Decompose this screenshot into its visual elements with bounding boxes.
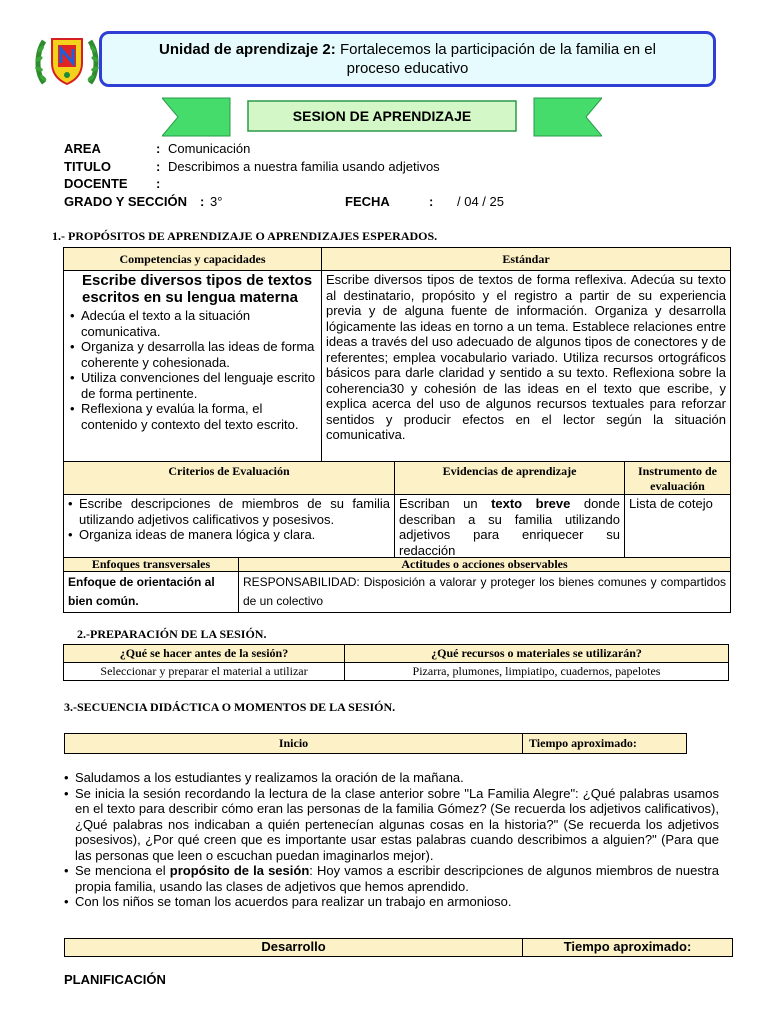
section1-title: 1.- PROPÓSITOS DE APRENDIZAJE O APRENDIZAJES ESPERADOS. xyxy=(52,229,438,243)
recursos-header: ¿Qué recursos o materiales se utilizarán? xyxy=(345,645,729,663)
capacidad-item: • Organiza y desarrolla las ideas de forma coherente y cohesionada. xyxy=(68,339,317,370)
grado-value: 3° xyxy=(210,194,223,209)
evidencia-bold: texto breve xyxy=(491,496,571,511)
estandar-header: Estándar xyxy=(322,248,731,271)
unit-label: Unidad de aprendizaje 2: xyxy=(159,41,336,58)
desarrollo-bar xyxy=(64,938,733,957)
section3-title: 3.-SECUENCIA DIDÁCTICA O MOMENTOS DE LA SESIÓN. xyxy=(64,700,396,714)
instrumento-cell: Lista de cotejo xyxy=(625,495,731,561)
competencias-cell xyxy=(64,271,322,462)
desarrollo-label: Desarrollo xyxy=(65,939,523,957)
desarrollo-time-label: Tiempo aproximado: xyxy=(523,939,733,957)
fecha-colon: : xyxy=(429,194,434,209)
area-colon: : xyxy=(156,141,161,156)
unit-header xyxy=(99,31,716,87)
fecha-value: / 04 / 25 xyxy=(457,194,504,209)
capacidad-item: • Adecúa el texto a la situación comunicativa. xyxy=(68,308,317,339)
area-label: AREA xyxy=(64,141,101,156)
unit-title-text: Fortalecemos la participación de la familia en el xyxy=(339,41,656,58)
antes-header: ¿Qué se hacer antes de la sesión? xyxy=(64,645,345,663)
estandar-cell: Escribe diversos tipos de textos de forma reflexiva. Adecúa su texto al destinatario, propósito y el registro a partir de su experiencia previa y de alguna fuente de información. Organiza y desarrolla lógicamente las ideas en torno a un tema. Establece relaciones entre ideas a través del uso adecuado de algunos tipos de conectores y de referentes; emplea vocabulario variado. Utiliza recursos ortográficos básicos para darle claridad y sentido a su texto. Reflexiona sobre la coherencia30 y cohesión de las ideas en el texto que escribe, y explica acerca del uso de algunos recursos textuales para reforzar sentidos y producir efectos en el lector según la situación comunicativa. xyxy=(322,271,731,462)
capacidades-list xyxy=(68,308,317,432)
criterios-header: Criterios de Evaluación xyxy=(64,462,395,495)
actitud-cell: RESPONSABILIDAD: Disposición a valorar y proteger los bienes comunes y compartidos de un colectivo xyxy=(239,572,731,613)
evidencias-cell xyxy=(395,495,625,561)
titulo-value: Describimos a nuestra familia usando adjetivos xyxy=(168,159,440,174)
evaluation-table xyxy=(63,461,731,561)
instrumento-header: Instrumento de evaluación xyxy=(625,462,731,495)
titulo-label: TITULO xyxy=(64,159,111,174)
criterios-cell xyxy=(64,495,395,561)
criterios-list xyxy=(66,496,390,543)
inicio-label: Inicio xyxy=(65,734,523,754)
evidencia-post: donde describan a su familia utilizando adjetivos para enriquecer su redacción xyxy=(399,496,620,558)
planificacion-heading: PLANIFICACIÓN xyxy=(64,972,166,987)
grado-label: GRADO Y SECCIÓN xyxy=(64,194,188,209)
enfoques-header: Enfoques transversales xyxy=(64,558,239,572)
evidencia-pre: Escriban un xyxy=(399,496,492,511)
unit-title-line1 xyxy=(102,40,713,59)
section2-title: 2.-PREPARACIÓN DE LA SESIÓN. xyxy=(77,627,267,641)
area-value: Comunicación xyxy=(168,141,251,156)
inicio-item: • Se menciona el propósito de la sesión: Hoy vamos a escribir descripciones de algunos miembros de nuestra propia familia, usando las clases de adjetivos que hemos aprendido. xyxy=(62,863,719,894)
criterio-item: • Escribe descripciones de miembros de su familia utilizando adjetivos calificativos y posesivos. xyxy=(66,496,390,527)
enfoques-table xyxy=(63,557,731,613)
inicio-bar xyxy=(64,733,687,754)
evidencias-header: Evidencias de aprendizaje xyxy=(395,462,625,495)
inicio-list xyxy=(62,770,719,910)
capacidad-item: • Utiliza convenciones del lenguaje escrito de forma pertinente. xyxy=(68,370,317,401)
antes-cell: Seleccionar y preparar el material a utilizar xyxy=(64,663,345,681)
inicio-item: • Saludamos a los estudiantes y realizamos la oración de la mañana. xyxy=(62,770,719,786)
grado-colon: : xyxy=(200,194,205,209)
inicio-item: • Se inicia la sesión recordando la lectura de la clase anterior sobre "La Familia Alegre": ¿Qué palabras usamos en el texto para describir cómo eran las personas de la familia Gómez? (Se recuerda los adjetivos calificativos), ¿Qué palabras nos indicaban a quién pertenecían algunas cosas en la historia?" (Se recuerda los adjetivos posesivos), ¿Por qué creen que es importante usar estas palabras cuando describimos a alguien?" (Para que las personas que leen o escuchan puedan imaginarlos mejor). xyxy=(62,786,719,864)
school-crest-logo xyxy=(34,33,100,89)
recursos-cell: Pizarra, plumones, limpiatipo, cuadernos, papelotes xyxy=(345,663,729,681)
enfoque-cell: Enfoque de orientación al bien común. xyxy=(64,572,239,613)
session-title: SESION DE APRENDIZAJE xyxy=(292,108,472,124)
criterio-item: • Organiza ideas de manera lógica y clara. xyxy=(66,527,390,543)
unit-title-line2: proceso educativo xyxy=(346,60,469,77)
preparation-table xyxy=(63,644,729,681)
inicio-time-label: Tiempo aproximado: xyxy=(523,734,687,754)
inicio-item: • Con los niños se toman los acuerdos para realizar un trabajo en armonioso. xyxy=(62,894,719,910)
docente-colon: : xyxy=(156,176,161,191)
actitudes-header: Actitudes o acciones observables xyxy=(239,558,731,572)
capacidad-item: • Reflexiona y evalúa la forma, el contenido y contexto del texto escrito. xyxy=(68,401,317,432)
competencias-header: Competencias y capacidades xyxy=(64,248,322,271)
docente-label: DOCENTE xyxy=(64,176,128,191)
titulo-colon: : xyxy=(156,159,161,174)
competencia-title: Escribe diversos tipos de textos escritos en su lengua materna xyxy=(82,272,313,306)
purposes-table xyxy=(63,247,731,462)
fecha-label: FECHA xyxy=(345,194,390,209)
